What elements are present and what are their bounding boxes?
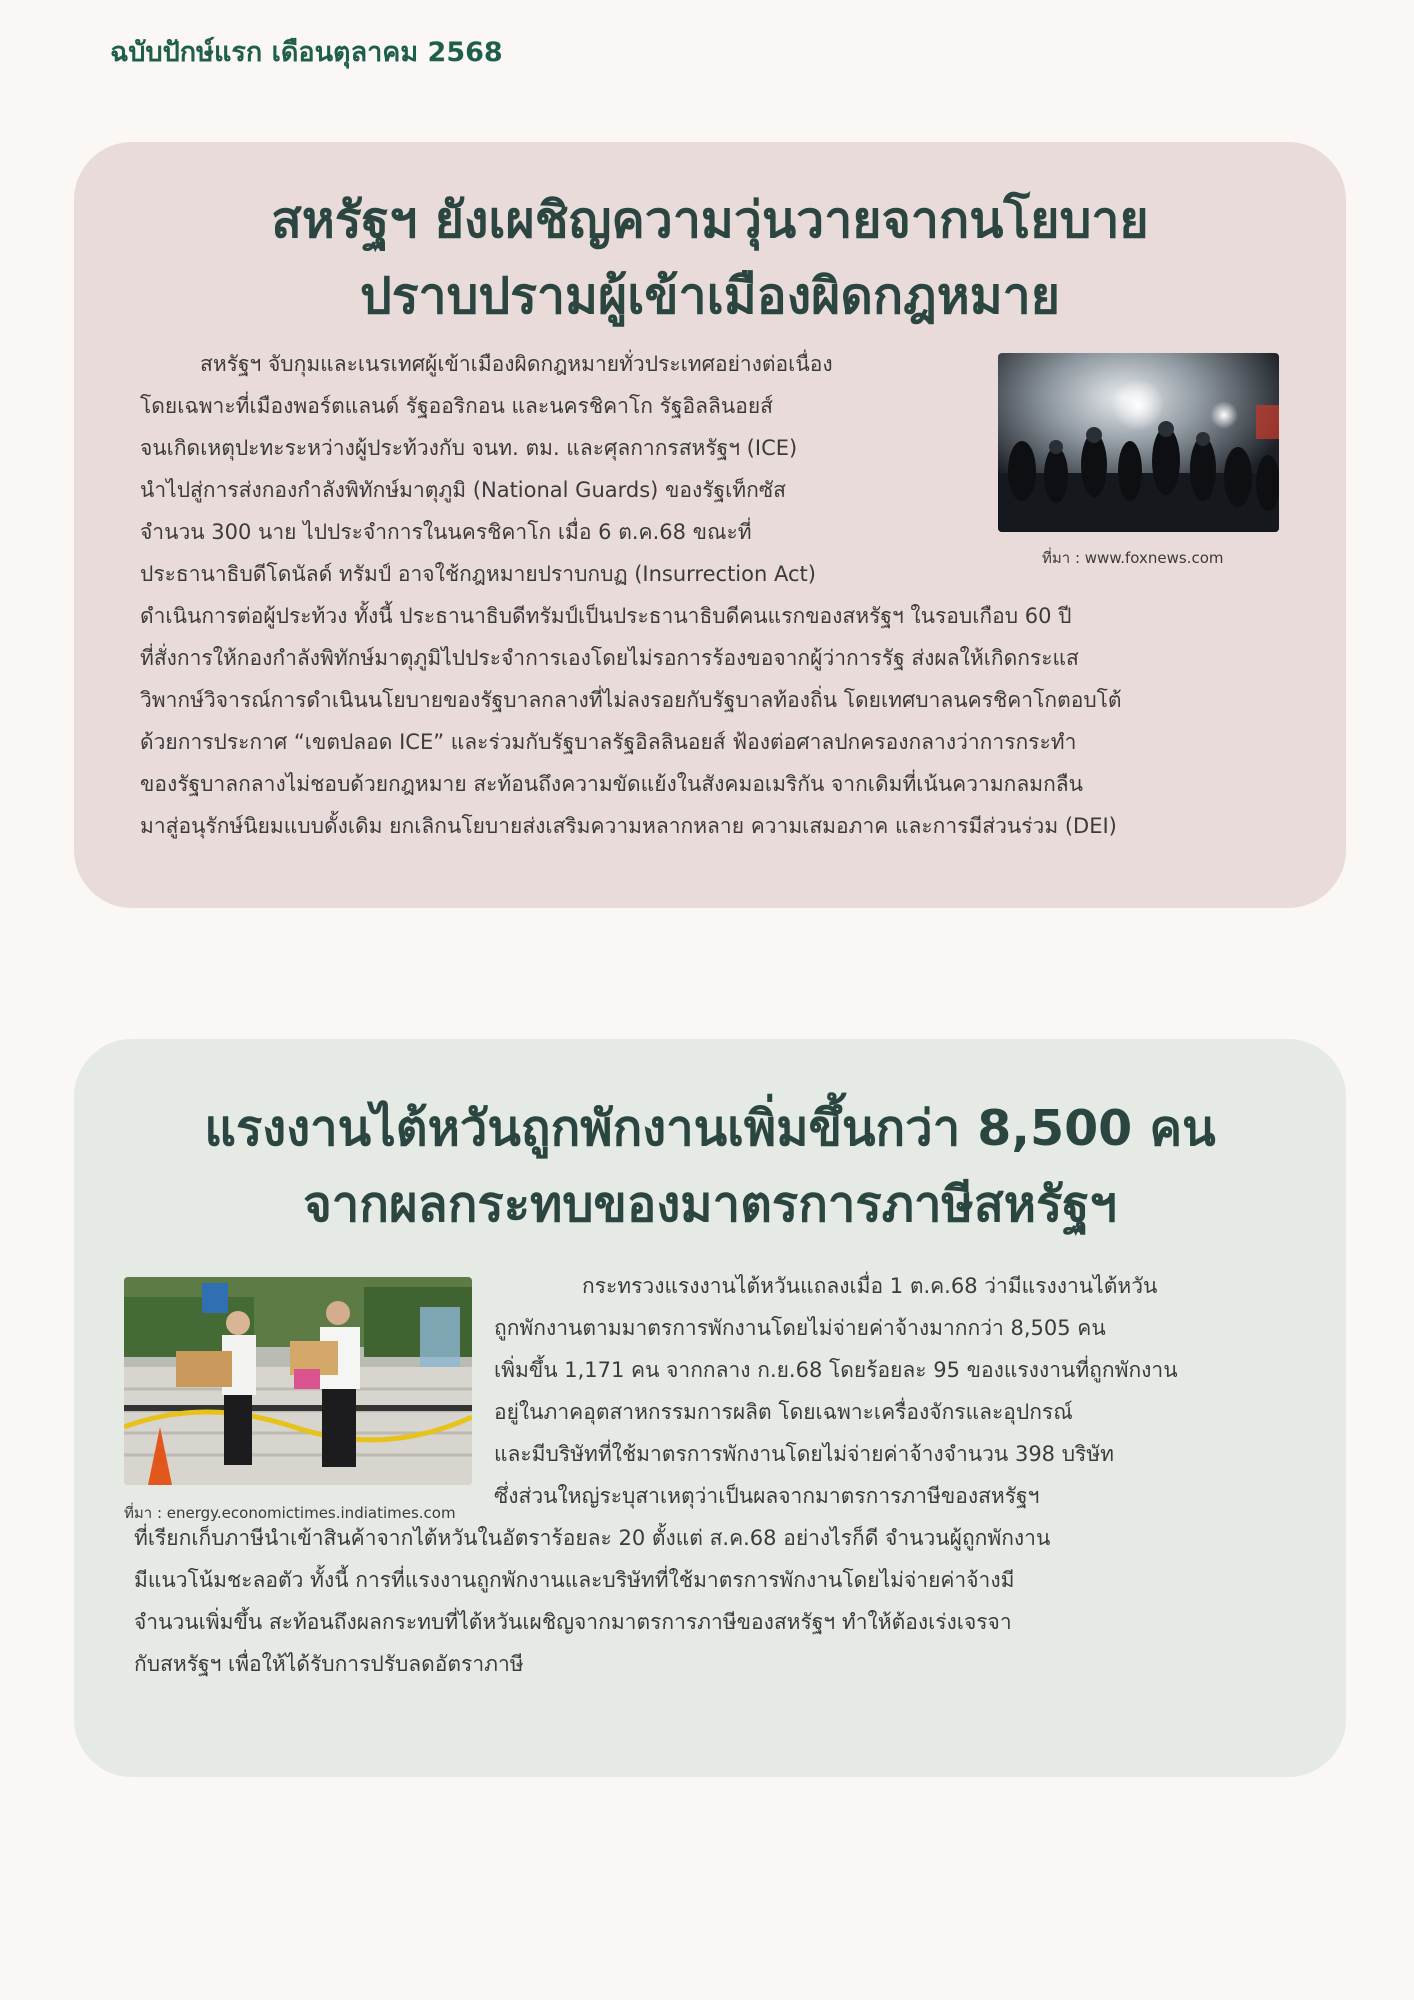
body-line: เพิ่มขึ้น 1,171 คน จากกลาง ก.ย.68 โดยร้อยละ 95 ของแรงงานที่ถูกพักงาน [494,1358,1178,1382]
body-line: นำไปสู่การส่งกองกำลังพิทักษ์มาตุภูมิ (National Guards) ของรัฐเท็กซัส [140,478,786,502]
article-card-taiwan-layoffs [74,1039,1346,1777]
photo-source-caption: ที่มา : www.foxnews.com [1042,549,1224,567]
body-line: โดยเฉพาะที่เมืองพอร์ตแลนด์ รัฐออริกอน และนครชิคาโก รัฐอิลลินอยส์ [140,394,773,418]
body-line: จำนวน 300 นาย ไปประจำการในนครชิคาโก เมื่อ 6 ต.ค.68 ขณะที่ [140,520,752,544]
body-line: และมีบริษัทที่ใช้มาตรการพักงานโดยไม่จ่ายค่าจ้างจำนวน 398 บริษัท [494,1442,1115,1466]
body-line: กระทรวงแรงงานไต้หวันแถลงเมื่อ 1 ต.ค.68 ว่ามีแรงงานไต้หวัน [582,1274,1158,1298]
body-line: วิพากษ์วิจารณ์การดำเนินนโยบายของรัฐบาลกลางที่ไม่ลงรอยกับรัฐบาลท้องถิ่น โดยเทศบาลนครชิคาโกตอบโต้ [140,688,1122,712]
body-line: ดำเนินการต่อผู้ประท้วง ทั้งนี้ ประธานาธิบดีทรัมป์เป็นประธานาธิบดีคนแรกของสหรัฐฯ ในรอบเกือบ 60 ปี [140,604,1072,628]
body-line: มีแนวโน้มชะลอตัว ทั้งนี้ การที่แรงงานถูกพักงานและบริษัทที่ใช้มาตรการพักงานโดยไม่จ่ายค่าจ้างมี [134,1568,1015,1592]
headline-line: แรงงานไต้หวันถูกพักงานเพิ่มขึ้นกว่า 8,500 คน [204,1100,1216,1157]
body-line: ของรัฐบาลกลางไม่ชอบด้วยกฎหมาย สะท้อนถึงความขัดแย้งในสังคมอเมริกัน จากเดิมที่เน้นความกลมกลืน [140,772,1084,796]
body-line: สหรัฐฯ จับกุมและเนรเทศผู้เข้าเมืองผิดกฎหมายทั่วประเทศอย่างต่อเนื่อง [200,352,833,376]
body-line: ที่สั่งการให้กองกำลังพิทักษ์มาตุภูมิไปประจำการเองโดยไม่รอการร้องขอจากผู้ว่าการรัฐ ส่งผลให้เกิดกระแส [140,646,1079,670]
edition-label: ฉบับปักษ์แรก เดือนตุลาคม 2568 [110,37,503,68]
headline-line: สหรัฐฯ ยังเผชิญความวุ่นวายจากนโยบาย [271,191,1149,249]
body-line: อยู่ในภาคอุตสาหกรรมการผลิต โดยเฉพาะเครื่องจักรและอุปกรณ์ [494,1400,1073,1424]
photo-source-caption: ที่มา : energy.economictimes.indiatimes.com [124,1504,456,1522]
body-line: ถูกพักงานตามมาตรการพักงานโดยไม่จ่ายค่าจ้างมากกว่า 8,505 คน [494,1316,1106,1340]
article-body [74,1039,1346,1777]
body-line: ด้วยการประกาศ “เขตปลอด ICE” และร่วมกับรัฐบาลรัฐอิลลินอยส์ ฟ้องต่อศาลปกครองกลางว่าการกระทำ [140,730,1077,754]
body-line: ซึ่งส่วนใหญ่ระบุสาเหตุว่าเป็นผลจากมาตรการภาษีของสหรัฐฯ [494,1484,1040,1508]
headline-line: จากผลกระทบของมาตรการภาษีสหรัฐฯ [303,1176,1117,1233]
body-line: จำนวนเพิ่มขึ้น สะท้อนถึงผลกระทบที่ไต้หวันเผชิญจากมาตรการภาษีของสหรัฐฯ ทำให้ต้องเร่งเจรจา [134,1610,1012,1634]
body-line: มาสู่อนุรักษ์นิยมแบบดั้งเดิม ยกเลิกนโยบายส่งเสริมความหลากหลาย ความเสมอภาค และการมีส่วนร่วม (DEI) [140,814,1117,838]
body-line: ที่เรียกเก็บภาษีนำเข้าสินค้าจากไต้หวันในอัตราร้อยละ 20 ตั้งแต่ ส.ค.68 อย่างไรก็ดี จำนวนผู้ถูกพักงาน [134,1526,1051,1550]
body-line: ประธานาธิบดีโดนัลด์ ทรัมป์ อาจใช้กฎหมายปราบกบฏ (Insurrection Act) [140,562,816,586]
body-line: จนเกิดเหตุปะทะระหว่างผู้ประท้วงกับ จนท. ตม. และศุลกากรสหรัฐฯ (ICE) [140,436,798,460]
headline-line: ปราบปรามผู้เข้าเมืองผิดกฎหมาย [359,267,1061,325]
body-line: กับสหรัฐฯ เพื่อให้ได้รับการปรับลดอัตราภาษี [134,1652,524,1676]
article-card-us-immigration [74,142,1346,908]
article-body [74,142,1346,908]
